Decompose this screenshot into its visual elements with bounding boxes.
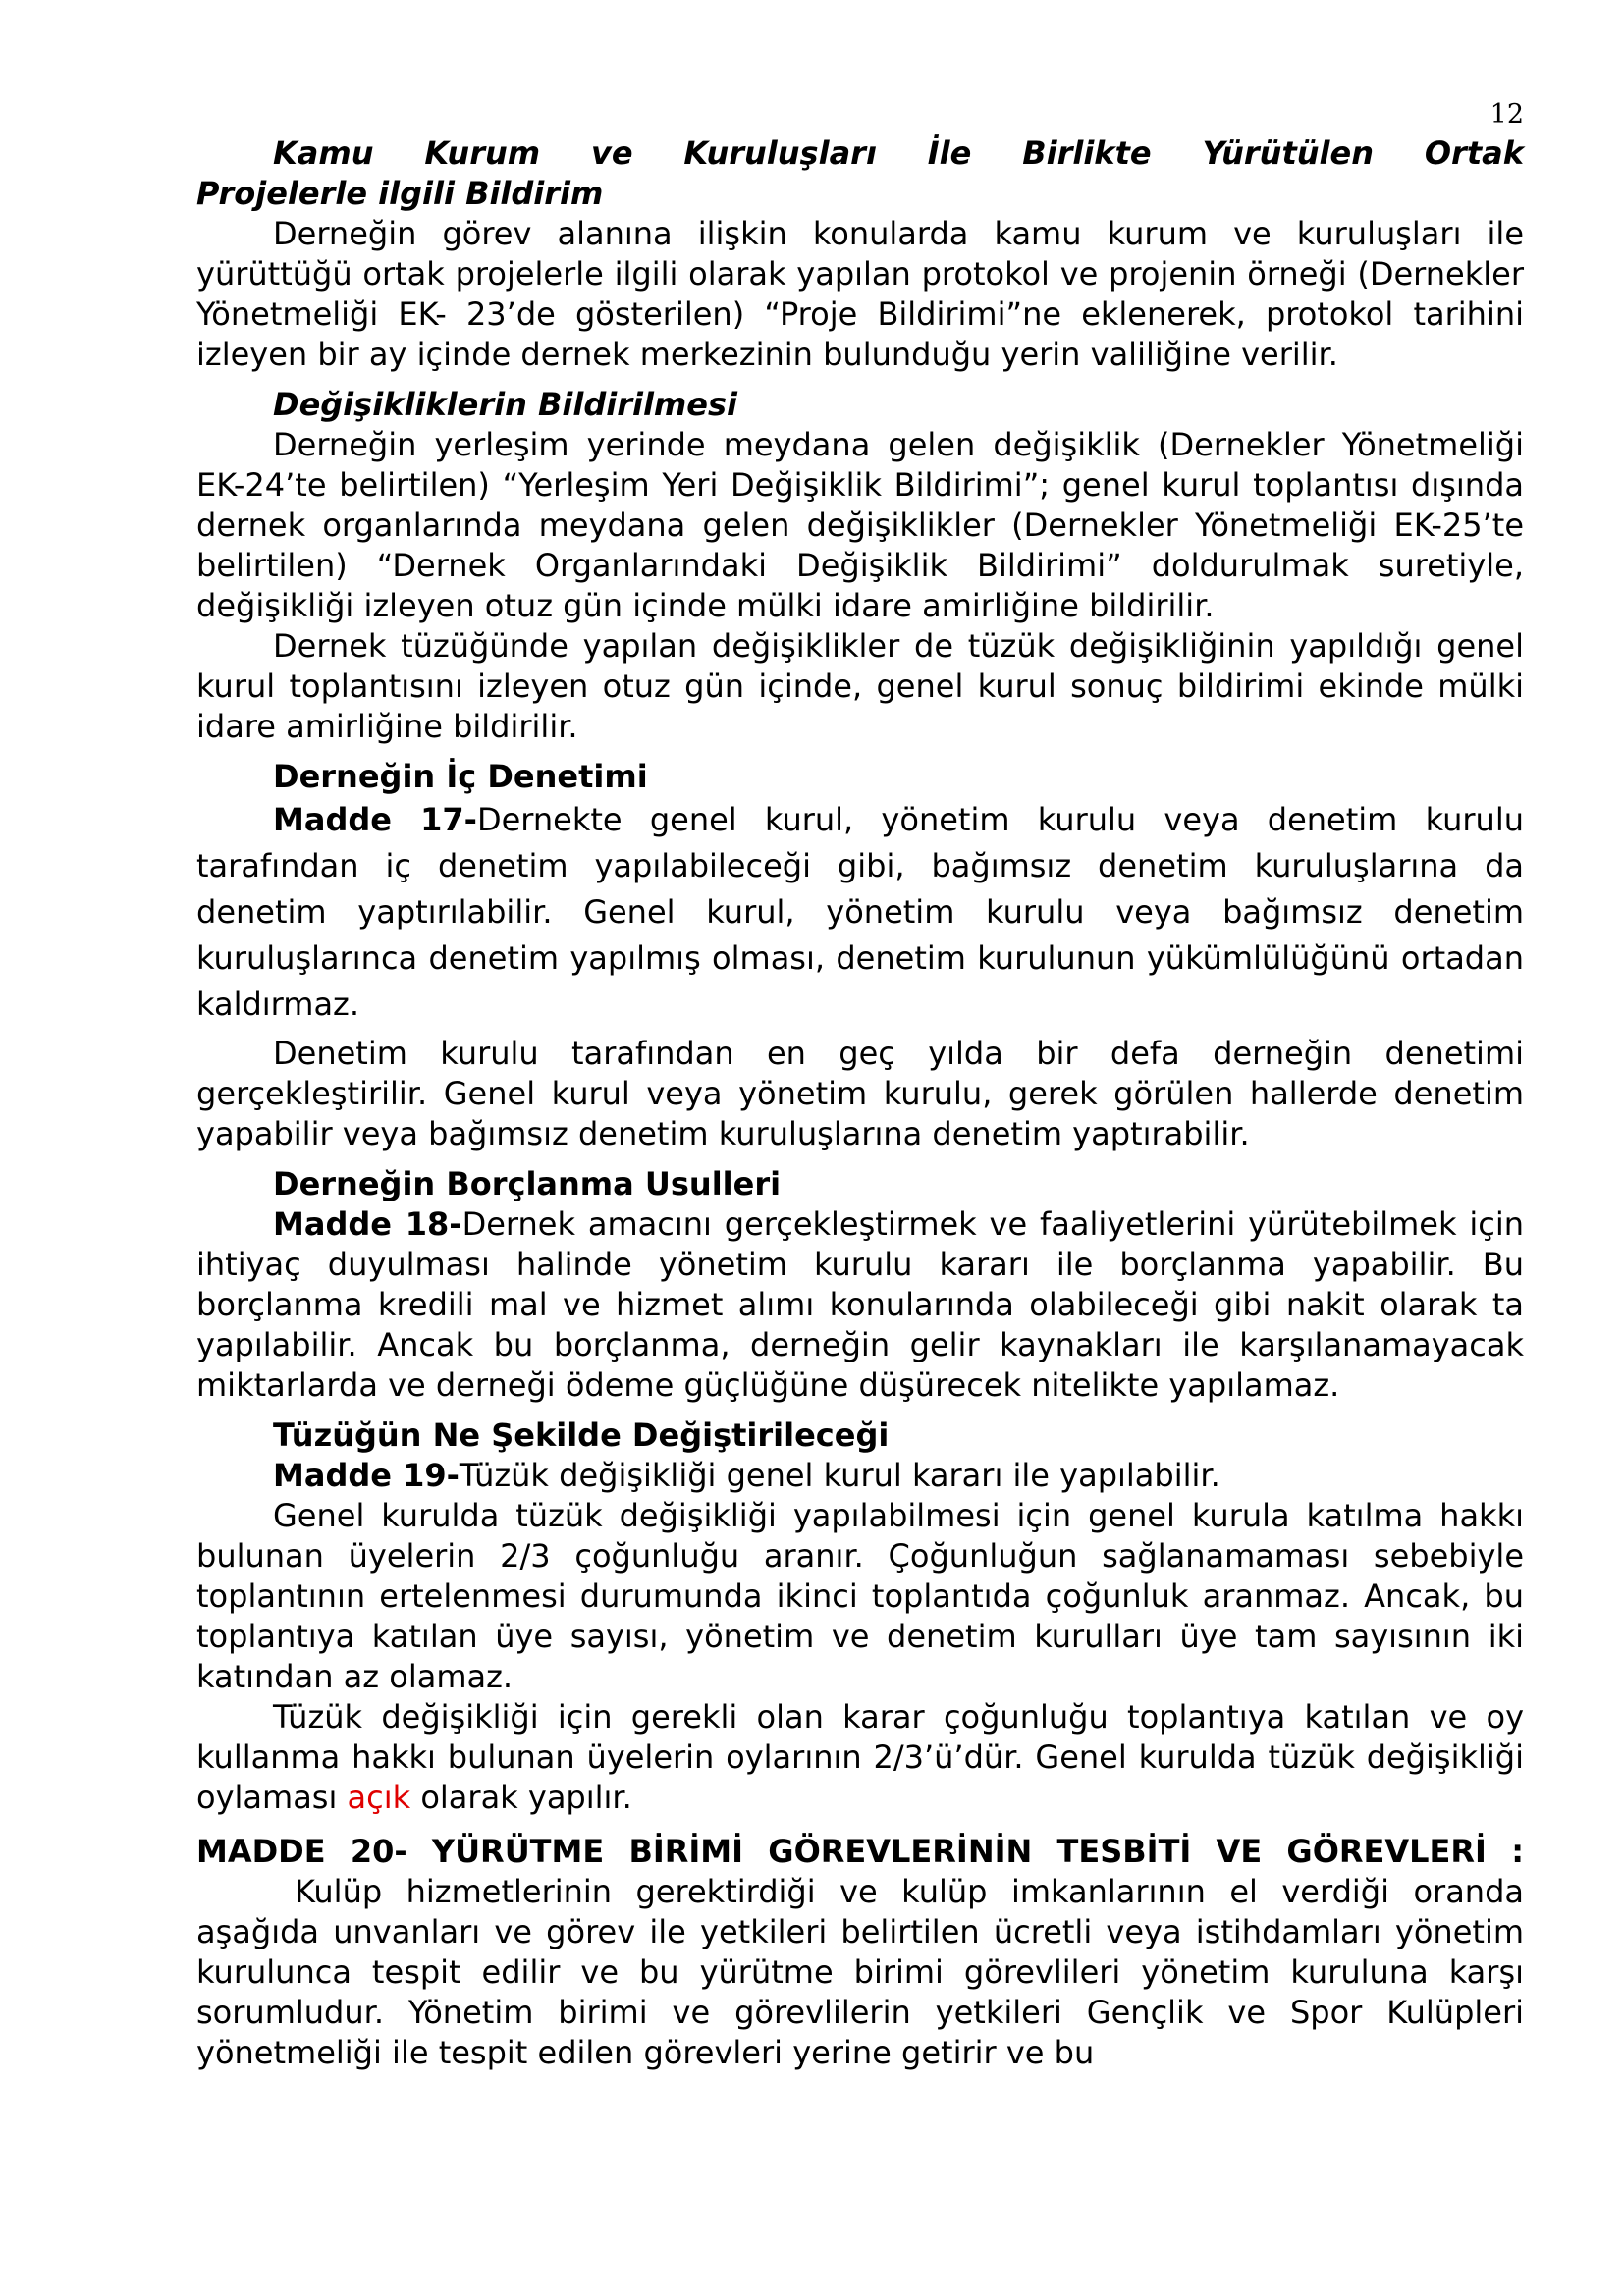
section-title: Değişikliklerin Bildirilmesi	[273, 386, 737, 423]
section-borclanma	[196, 1164, 1524, 1406]
paragraph	[196, 1697, 1524, 1818]
section-ic-denetim	[196, 757, 1524, 1154]
document-body	[196, 133, 1524, 2073]
madde-label: Madde 17-	[273, 801, 477, 838]
paragraph-text: Dernek amacını gerçekleştirmek ve faaliyetlerini yürütebilmek için ihtiyaç duyulması halinde yönetim kurulu kararı ile borçlanma yapabilir. Bu borçlanma kredili mal ve hizmet alımı konularında olabileceği gibi nakit olarak ta yapılabilir. Ancak bu borçlanma, derneğin gelir kaynakları ile karşılanamayacak miktarlarda ve derneği ödeme güçlüğüne düşürecek nitelikte yapılamaz.	[196, 1205, 1525, 1404]
section-title-continued: Projelerle ilgili Bildirim	[196, 175, 604, 212]
section-title: Kamu Kurum ve Kuruluşları İle Birlikte Yürütülen Ortak	[273, 134, 1524, 172]
paragraph-text: Dernekte genel kurul, yönetim kurulu veya denetim kurulu tarafından iç denetim yapılabileceği gibi, bağımsız denetim kuruluşlarına da denetim yaptırılabilir. Genel kurul, yönetim kurulu veya bağımsız denetim kuruluşlarınca denetim yapılmış olması, denetim kurulunun yükümlülüğünü ortadan kaldırmaz.	[196, 801, 1525, 1023]
madde-label: Madde 19-	[273, 1457, 460, 1494]
section-title: Derneğin Borçlanma Usulleri	[273, 1165, 782, 1202]
paragraph	[196, 1204, 1524, 1406]
paragraph: Kulüp hizmetlerinin gerektirdiği ve kulüp imkanlarının el verdiği oranda aşağıda unvanları ve görev ile yetkileri belirtilen ücretli veya istihdamları yönetim kurulunca tespit edilir ve bu yürütme birimi görevlileri yönetim kuruluna karşı sorumludur. Yönetim birimi ve görevlilerin yetkileri Gençlik ve Spor Kulüpleri yönetmeliği ile tespit edilen görevleri yerine getirir ve bu	[196, 1873, 1524, 2071]
paragraph	[196, 1456, 1524, 1496]
paragraph-text: olarak yapılır.	[410, 1779, 632, 1816]
section-madde-20	[196, 1832, 1524, 2073]
paragraph: Genel kurulda tüzük değişikliği yapılabilmesi için genel kurula katılma hakkı bulunan üyelerin 2/3 çoğunluğu aranır. Çoğunluğun sağlanamaması sebebiyle toplantının ertelenmesi durumunda ikinci toplantıda çoğunluk aranmaz. Ancak, bu toplantıya katılan üye sayısı, yönetim ve denetim kurulları üye tam sayısının iki katından az olamaz.	[196, 1497, 1524, 1695]
section-degisiklik-bildirimi	[196, 385, 1524, 747]
page-number: 12	[1489, 99, 1524, 130]
paragraph: Derneğin yerleşim yerinde meydana gelen değişiklik (Dernekler Yönetmeliği EK-24’te belirtilen) “Yerleşim Yeri Değişiklik Bildirimi”; genel kurul toplantısı dışında dernek organlarında meydana gelen değişiklikler (Dernekler Yönetmeliği EK-25’te belirtilen) “Dernek Organlarındaki Değişiklik Bildirimi” doldurulmak suretiyle, değişikliği izleyen otuz gün içinde mülki idare amirliğine bildirilir.	[196, 426, 1524, 624]
madde-label: Madde 18-	[273, 1205, 462, 1243]
section-title: Derneğin İç Denetimi	[273, 758, 648, 795]
section-title: Tüzüğün Ne Şekilde Değiştirileceği	[273, 1416, 890, 1454]
section-ortak-projeler	[196, 133, 1524, 375]
highlighted-word: açık	[347, 1779, 411, 1816]
section-title: MADDE 20- YÜRÜTME BİRİMİ GÖREVLERİNİN TESBİTİ VE GÖREVLERİ :	[196, 1833, 1524, 1870]
paragraph: Denetim kurulu tarafından en geç yılda bir defa derneğin denetimi gerçekleştirilir. Genel kurul veya yönetim kurulu, gerek görülen hallerde denetim yapabilir veya bağımsız denetim kuruluşlarına denetim yaptırabilir.	[196, 1035, 1524, 1152]
paragraph: Dernek tüzüğünde yapılan değişiklikler de tüzük değişikliğinin yapıldığı genel kurul toplantısını izleyen otuz gün içinde, genel kurul sonuç bildirimi ekinde mülki idare amirliğine bildirilir.	[196, 627, 1524, 745]
paragraph-text: Tüzük değişikliği için gerekli olan karar çoğunluğu toplantıya katılan ve oy kullanma hakkı bulunan üyelerin oylarının 2/3’ü’dür. Genel kurulda tüzük değişikliği oylaması	[196, 1698, 1524, 1816]
paragraph	[196, 797, 1524, 1028]
paragraph: Derneğin görev alanına ilişkin konularda kamu kurum ve kuruluşları ile yürüttüğü ortak projelerle ilgili olarak yapılan protokol ve projenin örneği (Dernekler Yönetmeliği EK- 23’de gösterilen) “Proje Bildirimi”ne eklenerek, protokol tarihini izleyen bir ay içinde dernek merkezinin bulunduğu yerin valiliğine verilir.	[196, 215, 1524, 373]
section-tuzuk-degisikligi	[196, 1415, 1524, 1818]
paragraph-text: Tüzük değişikliği genel kurul kararı ile yapılabilir.	[459, 1457, 1220, 1494]
